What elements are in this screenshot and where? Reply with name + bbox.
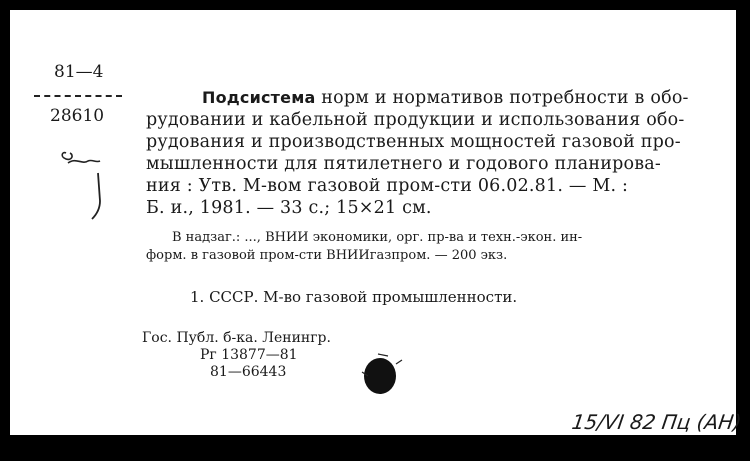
handwritten-signature — [58, 143, 118, 227]
classification-code-top: 81—4 — [54, 62, 104, 82]
library-stamp-line-2: Рг 13877—81 — [200, 347, 298, 363]
description-line-5: ния : Утв. М-вом газовой пром-сти 06.02.81. — М. : — [146, 176, 629, 196]
ink-blot-drawing — [358, 350, 408, 400]
signature-drawing — [58, 143, 118, 223]
library-stamp-line-1: Гос. Публ. б-ка. Ленингр. — [142, 330, 331, 346]
classification-code-bottom: 28610 — [50, 106, 105, 126]
subject-heading: 1. СССР. М-во газовой промышленности. — [190, 288, 518, 306]
ink-stamp-mark — [358, 350, 408, 404]
description-line-1-text: норм и нормативов потребности в обо- — [321, 88, 689, 108]
note-line-2: форм. в газовой пром-сти ВНИИгазпром. — 200 экз. — [146, 248, 508, 263]
library-stamp-line-3: 81—66443 — [210, 364, 287, 380]
description-line-3: рудования и производственных мощностей газовой про- — [146, 132, 681, 152]
note-line-1: В надзаг.: ..., ВНИИ экономики, орг. пр-ва и техн.-экон. ин- — [172, 230, 583, 245]
description-line-6: Б. и., 1981. — 33 с.; 15×21 см. — [146, 198, 432, 218]
handwritten-note: 15/VI 82 Пц (АН) — [570, 410, 743, 434]
classification-divider — [34, 95, 122, 97]
description-line-2: рудовании и кабельной продукции и использования обо- — [146, 110, 685, 130]
catalog-card — [10, 10, 743, 435]
description-line-1 — [202, 88, 689, 108]
description-line-4: мышленности для пятилетнего и годового планирова- — [146, 154, 662, 174]
title-head: Подсистема — [202, 88, 316, 107]
